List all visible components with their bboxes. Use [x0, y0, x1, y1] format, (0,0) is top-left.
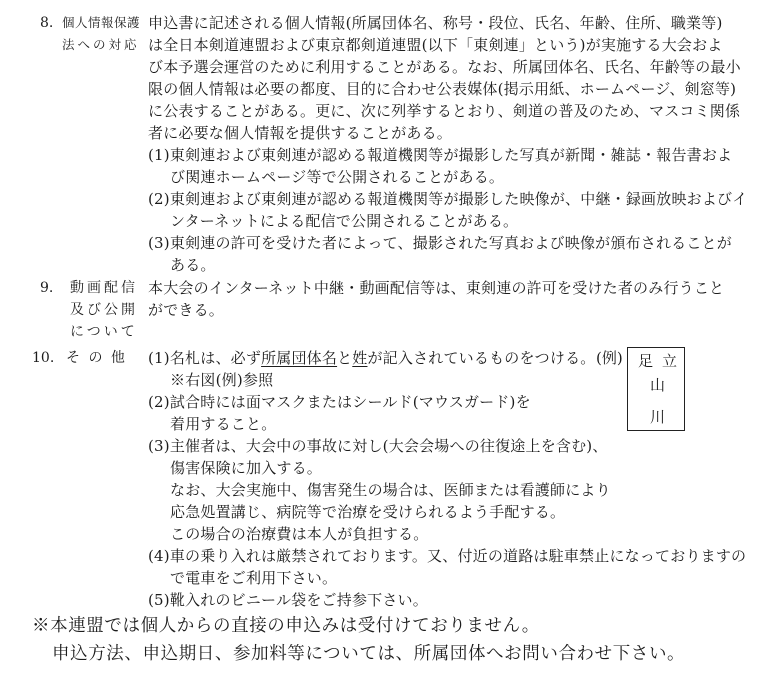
underlined-text: 所属団体名 — [261, 349, 338, 367]
footer-note: ※本連盟では個人からの直接の申込みは受付けておりません。 — [32, 616, 540, 636]
paragraph-line: 者に必要な個人情報を提供することがある。 — [148, 124, 453, 142]
underlined-text: 姓 — [352, 349, 368, 367]
section-9-heading-line: 及び公開 — [70, 302, 138, 318]
paragraph-line: は全日本剣道連盟および東京都剣道連盟(以下「東剣連」という)が実施する大会およ — [148, 36, 723, 54]
name-tag-char: 足 — [638, 352, 654, 370]
list-item: (3)東剣連の許可を受けた者によって、撮影された写真および映像が頒布されることが — [148, 234, 732, 252]
paragraph-line: ができる。 — [148, 301, 225, 319]
section-9-body — [148, 277, 748, 321]
paragraph-line: び本予選会運営のために利用することがある。なお、所属団体名、氏名、年齢等の最小 — [148, 58, 741, 76]
name-tag-example — [627, 347, 685, 431]
list-item-continuation: ある。 — [170, 256, 216, 274]
list-item-continuation: 傷害保険に加入する。 — [170, 459, 323, 477]
name-tag-char: 山 — [650, 376, 666, 394]
list-item-continuation: で電車をご利用下さい。 — [170, 569, 338, 587]
section-8-number: 8. — [40, 15, 54, 31]
list-item: (2)試合時には面マスクまたはシールド(マウスガード)を — [148, 393, 531, 411]
section-9-heading-line: 動画配信 — [70, 280, 138, 296]
list-item-text: と — [337, 349, 353, 367]
list-item-continuation: なお、大会実施中、傷害発生の場合は、医師または看護師により — [170, 481, 611, 499]
name-tag-char: 川 — [650, 408, 666, 426]
section-8-body — [148, 12, 748, 276]
list-item-continuation: ※右図(例)参照 — [170, 371, 274, 389]
example-label: (例) — [596, 349, 623, 367]
list-item-continuation: び関連ホームページ等で公開されることがある。 — [170, 168, 505, 186]
section-10-number: 10. — [32, 350, 55, 366]
section-8-heading-line: 法への対応 — [62, 37, 140, 52]
list-item-continuation: 応急処置講じ、病院等で治療を受けられるよう手配する。 — [170, 503, 566, 521]
list-item-text: (1)名札は、必ず — [148, 349, 262, 367]
list-item: (5)靴入れのビニール袋をご持参下さい。 — [148, 591, 428, 609]
section-9-heading-line: について — [70, 324, 138, 340]
paragraph-line: 限の個人情報は必要の都度、目的に合わせ公表媒体(掲示用紙、ホームページ、剣窓等) — [148, 80, 737, 98]
section-8-heading-line: 個人情報保護 — [62, 15, 141, 30]
list-item: (4)車の乗り入れは厳禁されております。又、付近の道路は駐車禁止になっておりますの — [148, 547, 747, 565]
paragraph-line: 申込書に記述される個人情報(所属団体名、称号・段位、氏名、年齢、住所、職業等) — [148, 14, 723, 32]
paragraph-line: 本大会のインターネット中継・動画配信等は、東剣連の許可を受けた者のみ行うこと — [148, 279, 725, 297]
list-item: (2)東剣連および東剣連が認める報道機関等が撮影した映像が、中継・録画放映およびイ — [148, 190, 748, 208]
paragraph-line: に公表することがある。更に、次に列挙するとおり、剣道の普及のため、マスコミ関係 — [148, 102, 741, 120]
name-tag-char: 立 — [662, 352, 678, 370]
list-item-continuation: この場合の治療費は本人が負担する。 — [170, 525, 429, 543]
list-item: (1)東剣連および東剣連が認める報道機関等が撮影した写真が新聞・雑誌・報告書およ — [148, 146, 733, 164]
section-9-heading — [70, 277, 138, 343]
list-item-continuation: 着用すること。 — [170, 415, 277, 433]
footer-notes — [0, 612, 760, 668]
footer-note: 申込方法、申込期日、参加料等については、所属団体へお問い合わせ下さい。 — [52, 644, 686, 664]
section-10-heading: そ の 他 — [66, 350, 127, 366]
list-item: (3)主催者は、大会中の事故に対し(大会会場への往復途上を含む)、 — [148, 437, 608, 455]
list-item-continuation: ンターネットによる配信で公開されることがある。 — [170, 212, 519, 230]
list-item-text: が記入されているものをつける。 — [367, 349, 596, 367]
section-8-heading — [62, 12, 140, 56]
section-9-number: 9. — [40, 280, 54, 296]
